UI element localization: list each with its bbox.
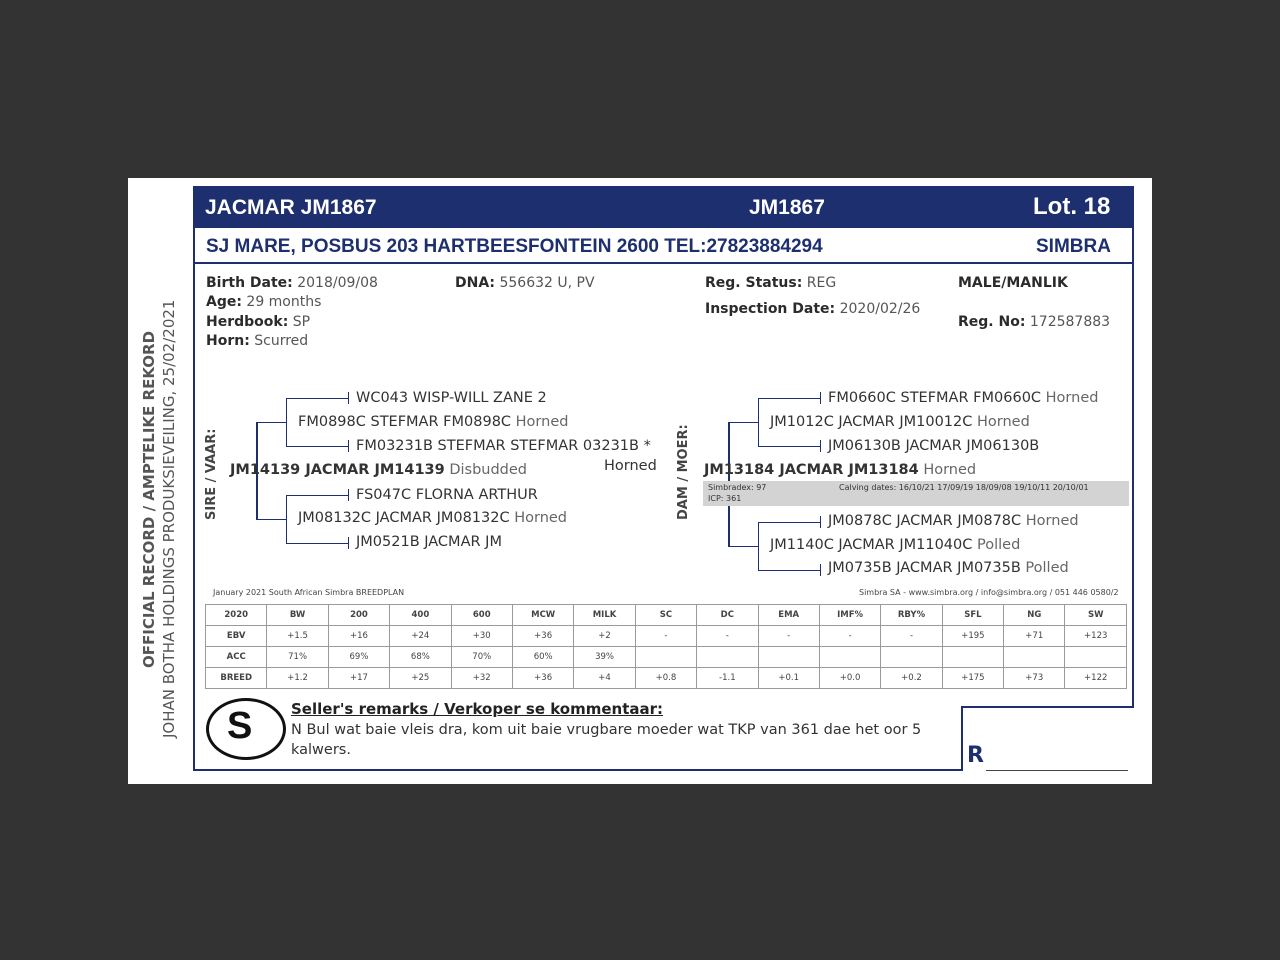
ebv-row-cell: BREED [206, 668, 267, 689]
dna: DNA: 556632 U, PV [455, 275, 595, 291]
dam-branch-top [728, 422, 758, 423]
simbra-contact: Simbra SA - www.simbra.org / info@simbra.org / 051 446 0580/2 [859, 588, 1119, 597]
sdd-tick [348, 537, 349, 549]
ebv-row-cell [942, 647, 1003, 668]
dam-dam-sire: JM0878C JACMAR JM0878C Horned [828, 513, 1079, 529]
ebv-header-row-cell: SFL [942, 605, 1003, 626]
breedplan-note: January 2021 South African Simbra BREEDPLAN [213, 588, 405, 597]
sdd-branch [286, 543, 348, 544]
sire-sire-dam-horn: Horned [604, 458, 657, 474]
ebv-row-cell: 68% [390, 647, 451, 668]
ebv-row-cell: 71% [267, 647, 328, 668]
remarks-text: N Bul wat baie vleis dra, kom uit baie vrugbare moeder wat TKP van 361 dae het oor 5 kalwers. [291, 722, 922, 758]
ebv-row-cell: - [697, 626, 758, 647]
sd-connector [286, 495, 287, 543]
simbra-logo: S [206, 698, 286, 760]
ebv-row-cell: +71 [1004, 626, 1065, 647]
lot-number: Lot. 18 [1033, 193, 1111, 220]
ebv-row-cell: +1.5 [267, 626, 328, 647]
ebv-row-cell: +32 [451, 668, 512, 689]
ss-connector [286, 398, 287, 446]
icp: ICP: 361 [708, 494, 742, 503]
ebv-row [206, 668, 1127, 689]
age: Age: 29 months [206, 294, 322, 310]
dsd-tick [820, 440, 821, 452]
lot-card [128, 178, 1152, 784]
header-rule [195, 262, 1134, 264]
sire-dam-sire: FS047C FLORNA ARTHUR [356, 487, 538, 503]
ebv-row-cell [1065, 647, 1127, 668]
ebv-row-cell: +0.2 [881, 668, 942, 689]
breed-name: SIMBRA [1036, 236, 1111, 257]
dds-branch [758, 522, 820, 523]
ebv-row-cell: +195 [942, 626, 1003, 647]
ebv-row-cell: 69% [328, 647, 389, 668]
ebv-row-cell: +122 [1065, 668, 1127, 689]
ebv-row-cell: +0.1 [758, 668, 819, 689]
ebv-row-cell: 70% [451, 647, 512, 668]
ebv-row-cell: +0.0 [819, 668, 880, 689]
ebv-row-cell: +2 [574, 626, 635, 647]
animal-id: JM1867 [749, 196, 825, 219]
sds-branch [286, 495, 348, 496]
ebv-row-cell: +123 [1065, 626, 1127, 647]
frame-bottom [193, 769, 963, 771]
dss-tick [820, 392, 821, 404]
ebv-row-cell: +30 [451, 626, 512, 647]
ebv-header-row-cell: BW [267, 605, 328, 626]
ebv-row-cell: - [881, 626, 942, 647]
ebv-header-row [206, 605, 1127, 626]
dd-connector [758, 522, 759, 570]
dam-sire: JM1012C JACMAR JM10012C Horned [770, 414, 1030, 430]
dsd-branch [758, 446, 820, 447]
calving-dates: Calving dates: 16/10/21 17/09/19 18/09/08 19/10/11 20/10/01 [839, 483, 1089, 492]
ebv-row-cell: +36 [512, 626, 573, 647]
ebv-header-row-cell: 2020 [206, 605, 267, 626]
sds-tick [348, 489, 349, 501]
sire-dam: JM08132C JACMAR JM08132C Horned [298, 510, 568, 526]
ebv-row-cell: 60% [512, 647, 573, 668]
ebv-row-cell: +4 [574, 668, 635, 689]
ebv-row-cell: +175 [942, 668, 1003, 689]
sss-branch [286, 398, 348, 399]
ebv-row-cell [881, 647, 942, 668]
ebv-row-cell: 39% [574, 647, 635, 668]
dam-label: DAM / MOER: [676, 424, 691, 520]
ebv-header-row-cell: EMA [758, 605, 819, 626]
dss-branch [758, 398, 820, 399]
ebv-header-row-cell: IMF% [819, 605, 880, 626]
ebv-header-row-cell: MCW [512, 605, 573, 626]
ebv-row-cell: - [758, 626, 819, 647]
ebv-row-cell: +73 [1004, 668, 1065, 689]
ebv-header-row-cell: NG [1004, 605, 1065, 626]
ebv-row-cell [758, 647, 819, 668]
header-bar [193, 186, 1134, 228]
ebv-header-row-cell: SW [1065, 605, 1127, 626]
ebv-header-row-cell: 400 [390, 605, 451, 626]
ebv-row-cell [1004, 647, 1065, 668]
sire-branch-bottom [256, 519, 286, 520]
ebv-row [206, 647, 1127, 668]
ebv-header-row-cell: RBY% [881, 605, 942, 626]
animal-name: JACMAR JM1867 [205, 196, 377, 219]
horn-status: Horn: Scurred [206, 333, 309, 349]
dam-dam: JM1140C JACMAR JM11040C Polled [770, 537, 1021, 553]
sss-tick [348, 392, 349, 404]
dam-name: JM13184 JACMAR JM13184 Horned [704, 462, 977, 478]
ebv-row-cell: +16 [328, 626, 389, 647]
ebv-row-cell: +25 [390, 668, 451, 689]
ebv-row-cell: +1.2 [267, 668, 328, 689]
side-text-auction: JOHAN BOTHA HOLDINGS PRODUKSIEVEILING, 25/02/2021 [160, 299, 178, 738]
sire-name: JM14139 JACMAR JM14139 Disbudded [230, 462, 528, 478]
sire-sire-sire: WC043 WISP-WILL ZANE 2 [356, 390, 547, 406]
ebv-row-cell: - [635, 626, 696, 647]
ebv-header-row-cell: 200 [328, 605, 389, 626]
dam-branch-bottom [728, 546, 758, 547]
dds-tick [820, 516, 821, 528]
dam-dam-dam: JM0735B JACMAR JM0735B Polled [828, 560, 1069, 576]
ddd-branch [758, 570, 820, 571]
ds-connector [758, 398, 759, 446]
sire-sire: FM0898C STEFMAR FM0898C Horned [298, 414, 569, 430]
ebv-header-row-cell: 600 [451, 605, 512, 626]
ebv-row [206, 626, 1127, 647]
inspection-date: Inspection Date: 2020/02/26 [705, 301, 921, 317]
reg-number: Reg. No: 172587883 [958, 314, 1111, 330]
owner-line: SJ MARE, POSBUS 203 HARTBEESFONTEIN 2600 TEL:27823884294 [206, 236, 823, 257]
sire-sire-dam: FM03231B STEFMAR STEFMAR 03231B * [356, 438, 651, 454]
ebv-header-row-cell: SC [635, 605, 696, 626]
ebv-row-cell [635, 647, 696, 668]
ebv-row-cell: EBV [206, 626, 267, 647]
ebv-row-cell: -1.1 [697, 668, 758, 689]
ebv-row-cell: +17 [328, 668, 389, 689]
herdbook: Herdbook: SP [206, 314, 311, 330]
sex: MALE/MANLIK [958, 275, 1068, 291]
ddd-tick [820, 564, 821, 576]
ebv-row-cell: +0.8 [635, 668, 696, 689]
ssd-tick [348, 440, 349, 452]
frame-price-top [961, 706, 1134, 708]
ebv-table [205, 604, 1127, 689]
remarks-title: Seller's remarks / Verkoper se kommentaar: [291, 700, 664, 718]
price-prefix: R [967, 743, 984, 768]
side-text-official: OFFICIAL RECORD / AMPTELIKE REKORD [140, 330, 158, 668]
ebv-row-cell: +36 [512, 668, 573, 689]
ebv-row-cell [819, 647, 880, 668]
birth-date: Birth Date: 2018/09/08 [206, 275, 378, 291]
frame-right [1132, 228, 1134, 706]
ssd-branch [286, 446, 348, 447]
ebv-row-cell: ACC [206, 647, 267, 668]
price-line [986, 770, 1128, 771]
sire-label: SIRE / VAAR: [204, 428, 219, 520]
dam-calving-box [703, 481, 1129, 506]
sire-dam-dam: JM0521B JACMAR JM [356, 534, 502, 550]
dam-sire-sire: FM0660C STEFMAR FM0660C Horned [828, 390, 1099, 406]
ebv-header-row-cell: DC [697, 605, 758, 626]
simbradex: Simbradex: 97 [708, 483, 767, 492]
frame-price-left [961, 706, 963, 771]
ebv-row-cell: +24 [390, 626, 451, 647]
ebv-row-cell [697, 647, 758, 668]
ebv-header-row-cell: MILK [574, 605, 635, 626]
ebv-row-cell: - [819, 626, 880, 647]
sire-branch-top [256, 422, 286, 423]
frame-left [193, 228, 195, 771]
reg-status: Reg. Status: REG [705, 275, 837, 291]
dam-sire-dam: JM06130B JACMAR JM06130B [828, 438, 1040, 454]
